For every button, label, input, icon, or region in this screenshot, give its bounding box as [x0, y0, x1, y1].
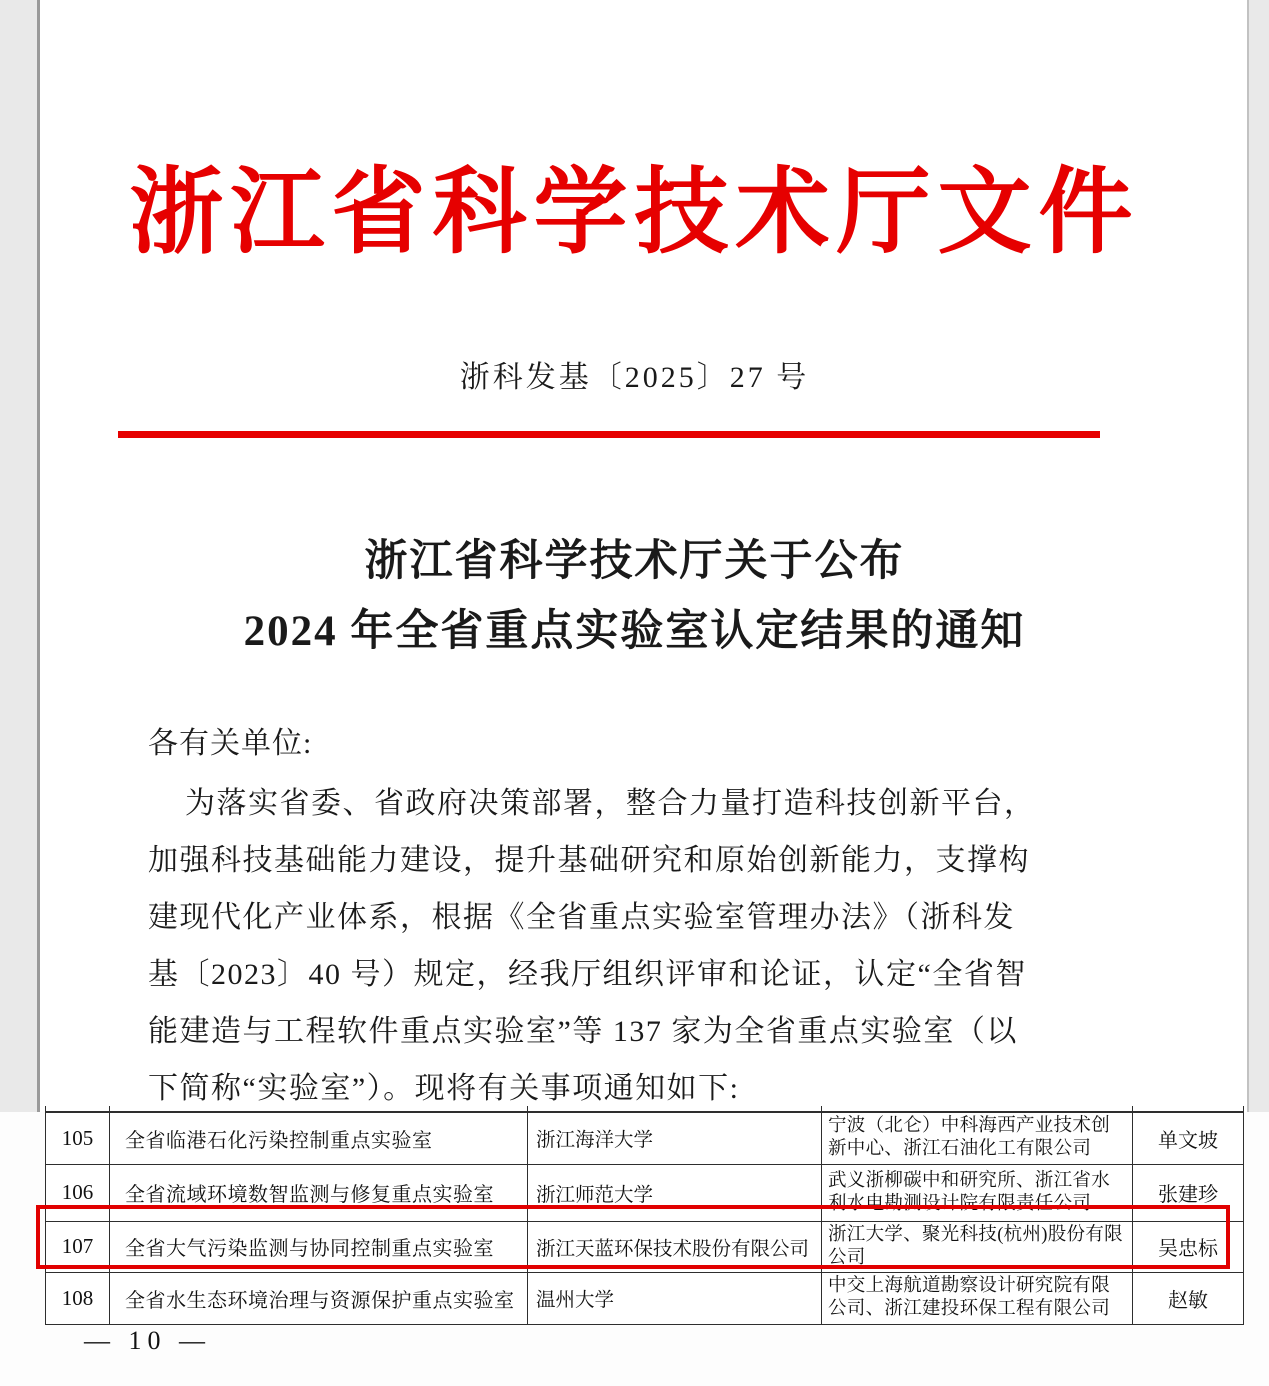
row-number: 108 [46, 1272, 110, 1324]
results-table [45, 1106, 1244, 1325]
table-row-106 [46, 1164, 1244, 1221]
salutation: 各有关单位: [148, 727, 313, 760]
partners: 浙江大学、聚光科技(杭州)股份有限公司 [822, 1221, 1133, 1272]
lab-name: 全省大气污染监测与协同控制重点实验室 [110, 1221, 528, 1272]
page-number: — 10 — [84, 1326, 211, 1355]
notice-title-line-2: 2024 年全省重点实验室认定结果的通知 [243, 608, 1026, 655]
partners: 宁波（北仑）中科海西产业技术创新中心、浙江石油化工有限公司 [822, 1112, 1133, 1164]
doc-number: 浙科发基〔2025〕27 号 [459, 361, 810, 394]
partners: 武义浙柳碳中和研究所、浙江省水利水电勘测设计院有限责任公司 [822, 1164, 1133, 1221]
row-number: 105 [46, 1112, 110, 1164]
body-line: 基〔2023〕40 号）规定，经我厅组织评审和论证，认定“全省智 [148, 958, 1027, 991]
director: 吴忠标 [1133, 1221, 1244, 1272]
body-line: 建现代化产业体系，根据《全省重点实验室管理办法》（浙科发 [148, 901, 1015, 934]
institution: 浙江师范大学 [528, 1164, 822, 1221]
letterhead-title: 浙江省科学技术厅文件 [129, 161, 1140, 265]
table-row-105 [46, 1112, 1244, 1164]
body-line: 下简称“实验室”）。现将有关事项通知如下: [148, 1072, 740, 1105]
institution: 浙江海洋大学 [528, 1112, 822, 1164]
lab-name: 全省流域环境数智监测与修复重点实验室 [110, 1164, 528, 1221]
institution: 温州大学 [528, 1272, 822, 1324]
partners: 中交上海航道勘察设计研究院有限公司、浙江建投环保工程有限公司 [822, 1272, 1133, 1324]
director: 单文坡 [1133, 1112, 1244, 1164]
body-line: 为落实省委、省政府决策部署，整合力量打造科技创新平台， [185, 787, 1036, 820]
row-number: 106 [46, 1164, 110, 1221]
institution: 浙江天蓝环保技术股份有限公司 [528, 1221, 822, 1272]
body-line: 能建造与工程软件重点实验室”等 137 家为全省重点实验室（以 [148, 1015, 1018, 1048]
row-number: 107 [46, 1221, 110, 1272]
director: 赵敏 [1133, 1272, 1244, 1324]
director: 张建珍 [1133, 1164, 1244, 1221]
lab-name: 全省水生态环境治理与资源保护重点实验室 [110, 1272, 528, 1324]
red-separator-rule [118, 431, 1100, 438]
table-row-107-highlighted [46, 1221, 1244, 1272]
notice-title-line-1: 浙江省科学技术厅关于公布 [364, 538, 905, 585]
body-line: 加强科技基础能力建设，提升基础研究和原始创新能力，支撑构 [148, 844, 1030, 877]
table-row-108 [46, 1272, 1244, 1324]
lab-name: 全省临港石化污染控制重点实验室 [110, 1112, 528, 1164]
body-paragraph [148, 775, 1088, 1117]
